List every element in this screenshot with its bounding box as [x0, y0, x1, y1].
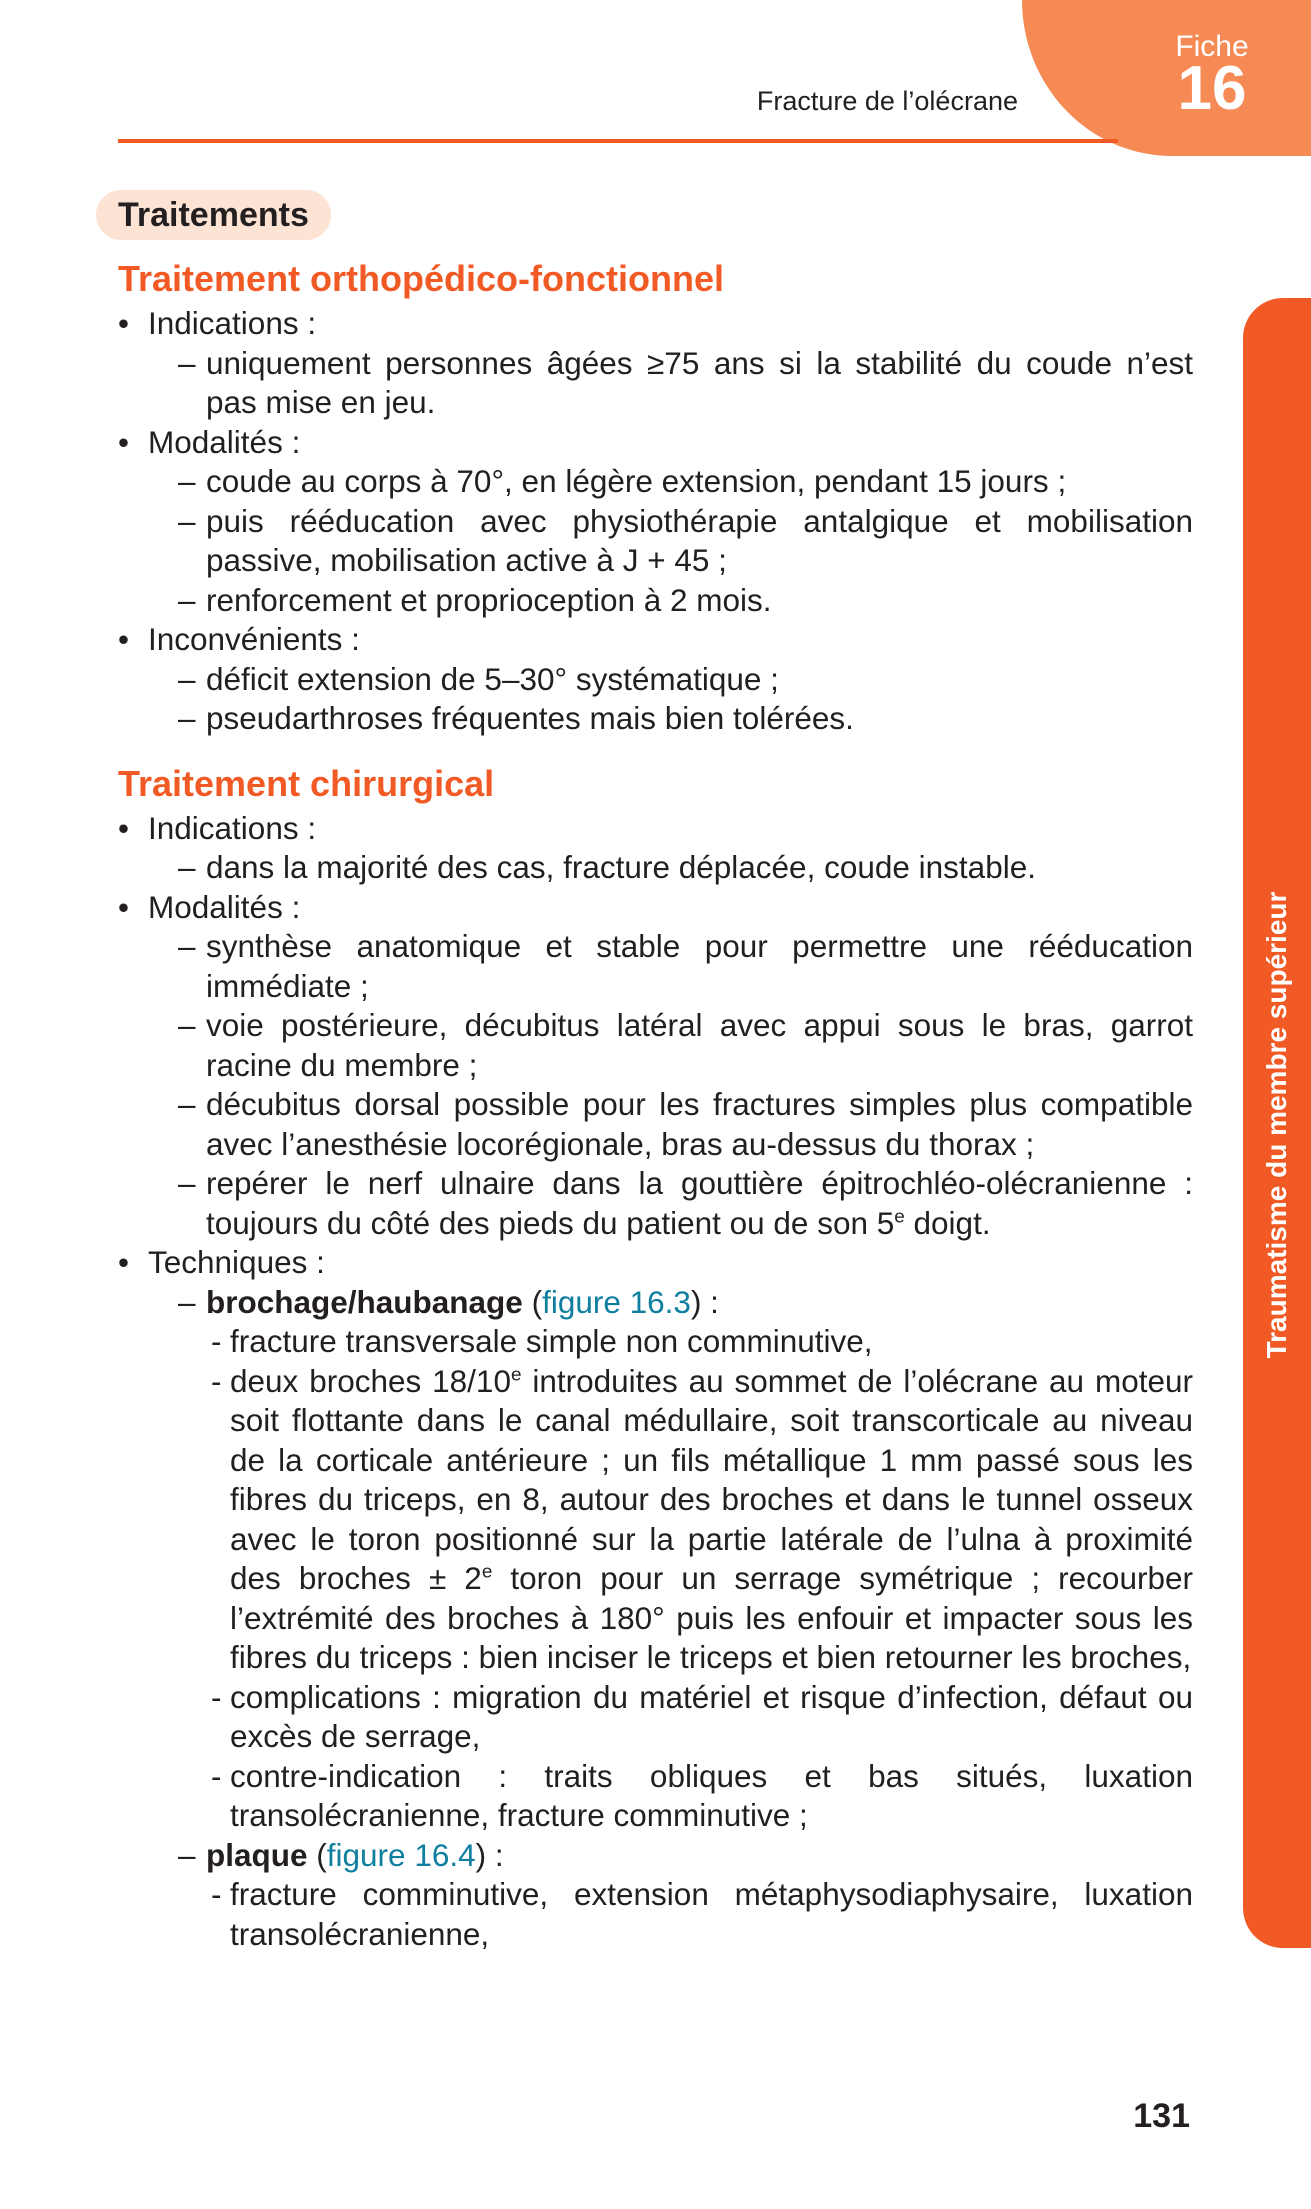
modalite-text: repérer le nerf ulnaire dans la gouttière épitrochléo-olécranienne : toujours du côté des pieds du patient ou de son 5 — [206, 1165, 1193, 1241]
ortho-modalites-label: Modalités : — [148, 423, 301, 460]
item-text: deux broches 18/10 — [230, 1362, 511, 1399]
chir-modalites-label: Modalités : — [148, 888, 301, 925]
paren-close: ) : — [690, 1283, 719, 1320]
ortho-indications-label: Indications : — [148, 305, 317, 341]
ortho-modalites — [118, 423, 1193, 621]
brochage-label: brochage/haubanage — [206, 1283, 523, 1320]
list-item: – puis rééducation avec physiothérapie antalgique et mobilisation passive, mobilisation active à J + 45 ; — [148, 502, 1193, 581]
superscript: e — [481, 1561, 493, 1583]
fiche-label: Fiche — [1175, 30, 1249, 63]
running-title: Fracture de l’olécrane — [756, 86, 1018, 116]
item-text: toron pour un serrage symétrique ; recourber l’extrémité des broches à 180° puis les enfouir et impacter sous les fibres du triceps : bien inciser le triceps et bien retourner les broches, — [230, 1560, 1193, 1675]
list-item: - complications : migration du matériel et risque d’infection, défaut ou excès de serrage, — [206, 1678, 1193, 1757]
superscript: e — [510, 1364, 522, 1385]
chir-indications-label: Indications : — [148, 809, 317, 846]
list-item: – uniquement personnes âgées ≥75 ans si la stabilité du coude n’est pas mise en jeu. — [148, 344, 1193, 423]
fiche-number: 16 — [1177, 54, 1247, 123]
list-item: - fracture comminutive, extension métaphysodiaphysaire, luxation transolécranienne, — [206, 1875, 1193, 1954]
ortho-inconvenients — [118, 620, 1193, 739]
page-content — [118, 190, 1193, 1954]
ortho-indications — [118, 304, 1193, 423]
paren-open: ( — [522, 1283, 543, 1320]
plaque-label: plaque — [206, 1836, 308, 1873]
list-item: – coude au corps à 70°, en légère extension, pendant 15 jours ; — [148, 462, 1193, 502]
chir-modalites — [118, 888, 1193, 1244]
figure-16-4-link[interactable]: figure 16.4 — [326, 1836, 476, 1873]
page-number: 131 — [1133, 2097, 1190, 2135]
ortho-heading: Traitement orthopédico-fonctionnel — [118, 258, 725, 299]
chir-techniques-label: Techniques : — [148, 1244, 325, 1280]
figure-16-3-link[interactable]: figure 16.3 — [542, 1283, 691, 1320]
paren-close: ) : — [475, 1836, 504, 1873]
chir-list — [118, 809, 1193, 1955]
chapter-side-tab-label: Traumatisme du membre supérieur — [1261, 891, 1292, 1359]
list-item: – pseudarthroses fréquentes mais bien tolérées. — [148, 699, 1193, 739]
list-item — [148, 1164, 1193, 1243]
chir-indications — [118, 809, 1193, 888]
ortho-inconvenients-label: Inconvénients : — [148, 621, 360, 657]
list-item: – renforcement et proprioception à 2 mois. — [148, 581, 1193, 621]
list-item: – décubitus dorsal possible pour les fractures simples plus compatible avec l’anesthésie locorégionale, bras au-dessus du thorax ; — [148, 1085, 1193, 1164]
modalite-end: doigt. — [904, 1204, 991, 1241]
chir-techniques — [118, 1243, 1193, 1954]
list-item: - contre-indication : traits obliques et bas situés, luxation transolécranienne, fracture comminutive ; — [206, 1757, 1193, 1836]
technique-plaque — [148, 1836, 1193, 1955]
list-item — [206, 1362, 1193, 1678]
superscript: e — [894, 1206, 905, 1227]
list-item: – voie postérieure, décubitus latéral avec appui sous le bras, garrot racine du membre ; — [148, 1006, 1193, 1085]
chir-heading: Traitement chirurgical — [118, 762, 495, 804]
section-title: Traitements — [96, 190, 331, 240]
list-item: – déficit extension de 5–30° systématique ; — [148, 660, 1193, 700]
list-item: - fracture transversale simple non comminutive, — [206, 1322, 1193, 1362]
paren-open: ( — [307, 1836, 327, 1873]
item-text: introduites au sommet de l’olécrane au moteur soit flottante dans le canal médullaire, soit transcorticale au niveau de la corticale antérieure ; un fils métallique 1 mm passé sous les fibres du triceps, en 8, autour des broches et dans le tunnel osseux avec le toron positionné sur la partie latérale de l’ulna à proximité des broches ± 2 — [230, 1362, 1194, 1596]
ortho-list — [118, 304, 1193, 739]
technique-brochage — [148, 1283, 1193, 1836]
list-item: – synthèse anatomique et stable pour permettre une rééducation immédiate ; — [148, 927, 1193, 1006]
header-divider — [118, 139, 1118, 143]
list-item: – dans la majorité des cas, fracture déplacée, coude instable. — [148, 848, 1193, 888]
